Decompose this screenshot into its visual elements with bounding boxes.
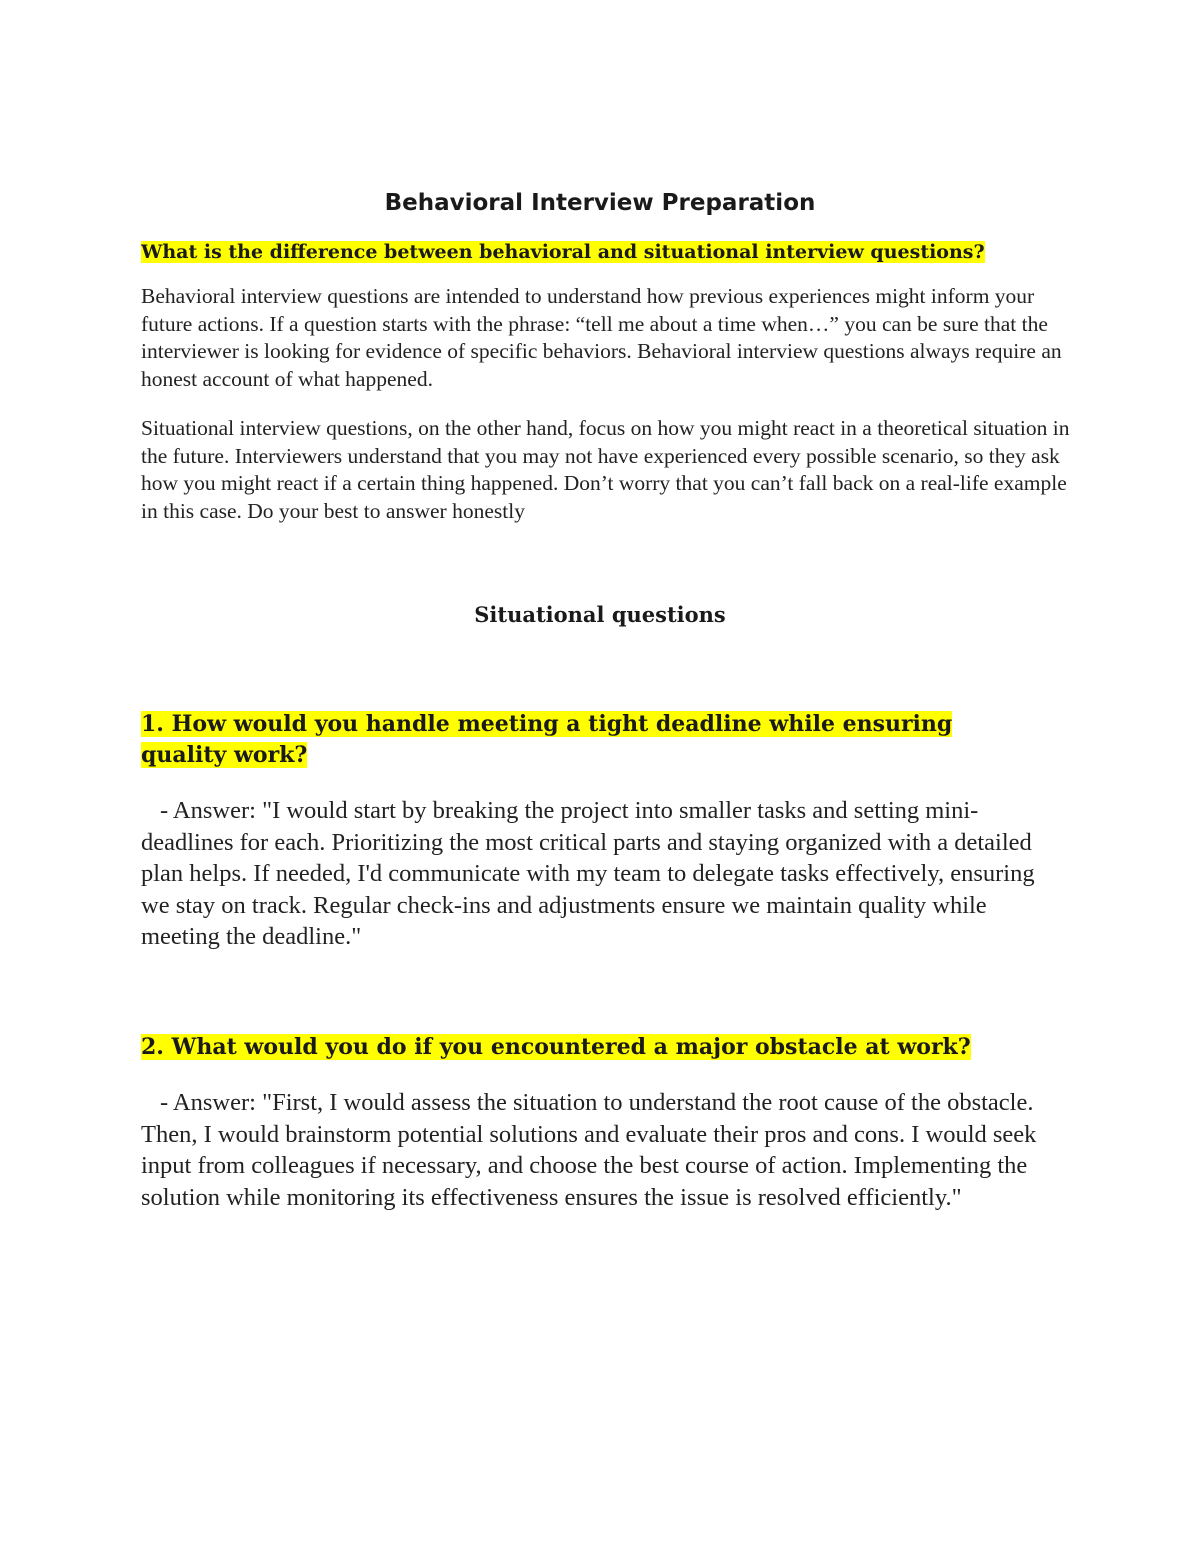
- intro-question: [141, 236, 1071, 268]
- question-2: [141, 1032, 1041, 1063]
- question-1-text: 1. How would you handle meeting a tight deadline while ensuring quality work?: [141, 711, 953, 768]
- question-2-text: 2. What would you do if you encountered a major obstacle at work?: [141, 1034, 971, 1060]
- section-title: Situational questions: [474, 602, 726, 627]
- document-title: Behavioral Interview Preparation: [384, 190, 816, 216]
- answer-1: [141, 795, 1061, 953]
- question-1: [141, 709, 1041, 771]
- answer-2: [141, 1087, 1061, 1213]
- paragraph-behavioral: Behavioral interview questions are intended to understand how previous experiences might inform your future actions. If a question starts with the phrase: “tell me about a time when…” you can be sure that the interviewer is looking for evidence of specific behaviors. Behavioral interview questions always require an honest account of what happened.: [141, 284, 1062, 391]
- paragraph-situational: Situational interview questions, on the other hand, focus on how you might react in a theoretical situation in the future. Interviewers understand that you may not have experienced every possible scenario, so they ask how you might react if a certain thing happened. Don’t worry that you can’t fall back on a real-life example in this case. Do your best to answer honestly: [141, 416, 1070, 523]
- answer-2-text: - Answer: "First, I would assess the situation to understand the root cause of the obstacle. Then, I would brainstorm potential solutions and evaluate their pros and cons. I would seek input from colleagues if necessary, and choose the best course of action. Implementing the solution while monitoring its effectiveness ensures the issue is resolved efficiently.": [141, 1089, 1037, 1211]
- intro-question-text: What is the difference between behavioral and situational interview questions?: [141, 241, 985, 263]
- answer-1-text: - Answer: "I would start by breaking the project into smaller tasks and setting mini-deadlines for each. Prioritizing the most critical parts and staying organized with a detailed plan helps. If needed, I'd communicate with my team to delegate tasks effectively, ensuring we stay on track. Regular check-ins and adjustments ensure we maintain quality while meeting the deadline.": [141, 797, 1035, 950]
